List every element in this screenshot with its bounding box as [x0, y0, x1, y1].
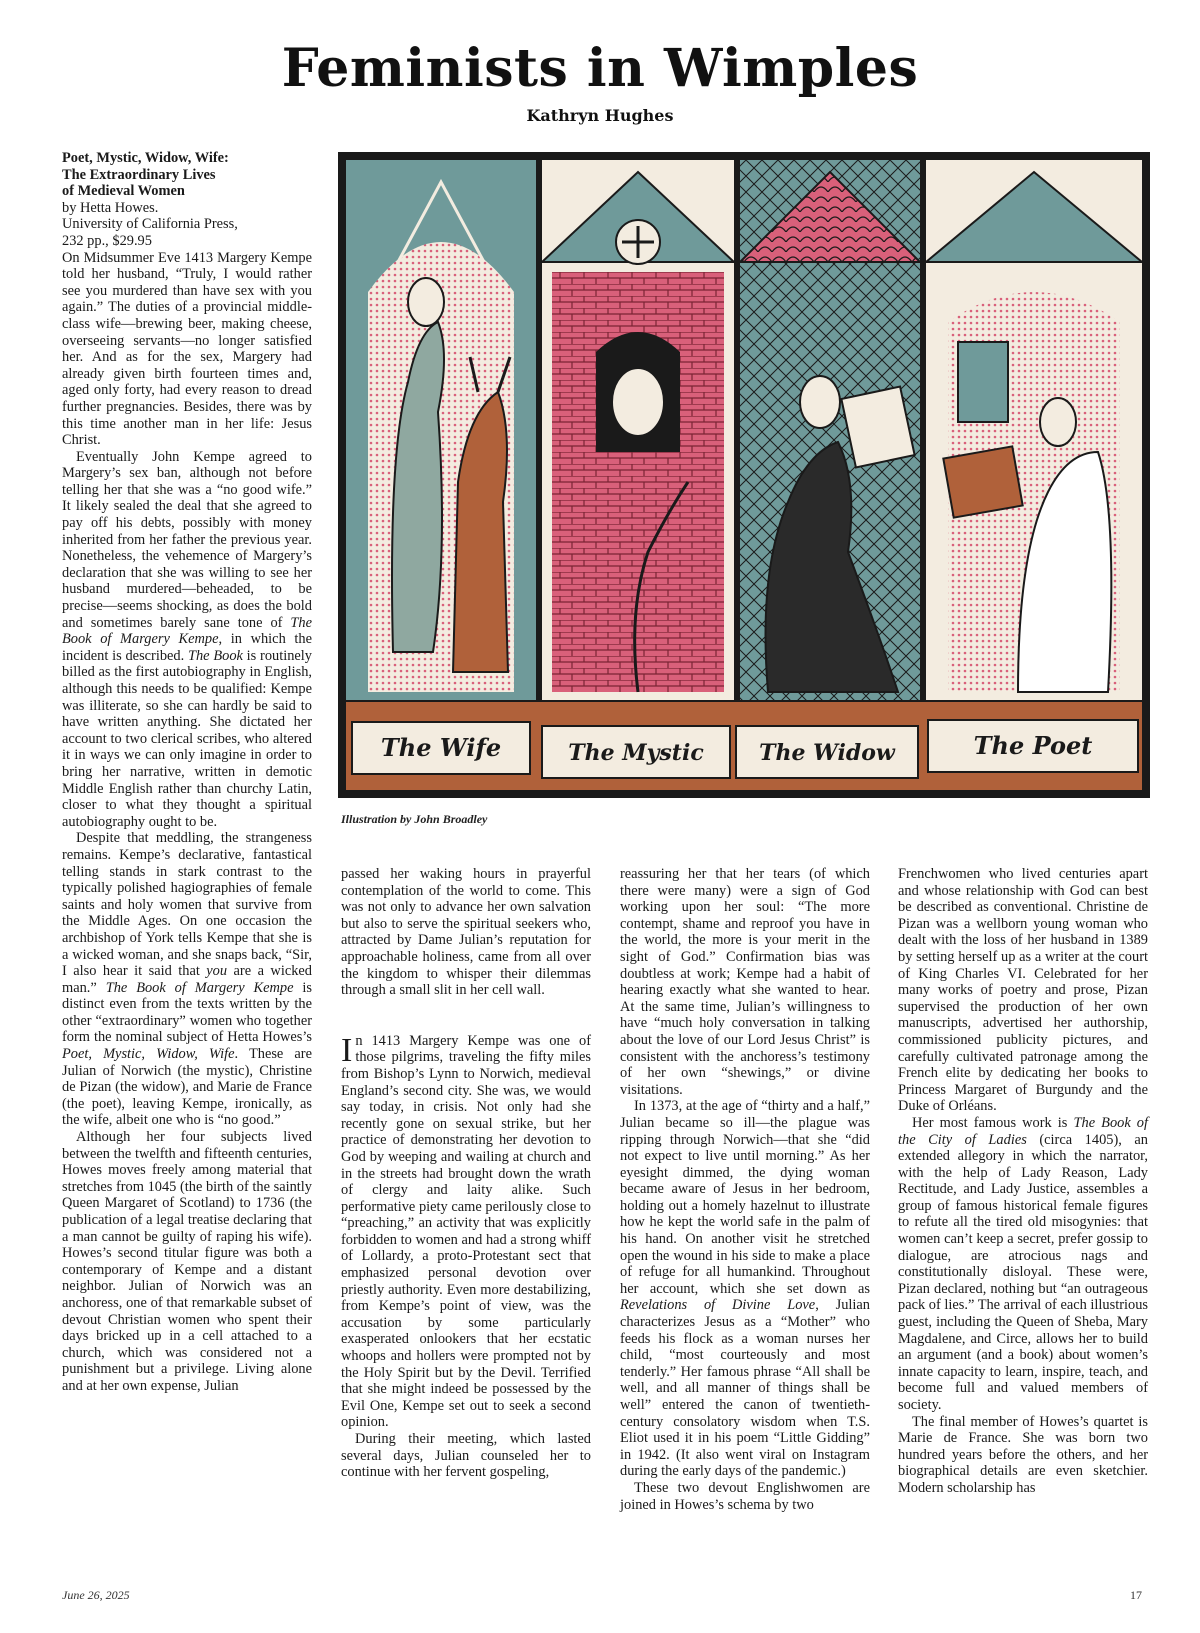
body-paragraph: passed her waking hours in prayerful contemplation of the world to come. This was not only to advance her own salvation but also to serve the spiritual seekers who, attracted by Dame Julian’s reputation for approachable holiness, came from all over the kingdom to whisper their dilemmas through a small slit in her cell wall.: [341, 866, 591, 999]
column-3: [620, 866, 870, 1513]
panel-mystic: [542, 160, 734, 700]
body-paragraph: Frenchwomen who lived centuries apart and whose relationship with God can best be described as conventional. Christine de Pizan was a wellborn young woman who dealt with the loss of her husband in 1389 by setting herself up as a writer at the court of King Charles VI. Celebrated for her many works of poetry and prose, Pizan supervised the production of her own manuscripts, advertised her authorship, commissioned publicity pictures, and carefully cultivated patronage among the French elite by dedicating her books to Princess Margaret of Burgundy and the Duke of Orléans.: [898, 866, 1148, 1115]
banner-label-widow: The Widow: [759, 740, 895, 766]
article-byline: Kathryn Hughes: [526, 106, 674, 125]
column-4: [898, 866, 1148, 1497]
article-headline: Feminists in Wimples: [281, 38, 919, 99]
book-publisher: University of California Press,: [62, 216, 238, 233]
footer-date: June 26, 2025: [62, 1588, 130, 1602]
illustration: [338, 152, 1150, 798]
banner-label-poet: The Poet: [973, 731, 1093, 760]
drop-cap: I: [341, 1031, 353, 1069]
book-details: 232 pp., $29.95: [62, 232, 152, 249]
banner-mystic: [542, 726, 730, 778]
book-title-line-3: of Medieval Women: [62, 183, 185, 200]
body-paragraph: Eventually John Kempe agreed to Margery’s sex ban, although not before telling her that she was a “no good wife.” It likely sealed the deal that she agreed to pay off his debts, possibly with money inherited from her father the previous year. Nonetheless, the vehemence of Margery’s declaration that she was willing to see her husband murdered—beheaded, to be precise—seems shocking, as does the bold and sometimes barely sane tone of The Book of Margery Kempe, in which the incident is described. The Book is routinely billed as the first autobiography in English, although this needs to be qualified: Kempe was illiterate, so she can hardly be said to have written anything. She dictated her account to two clerical scribes, who altered it in ways we can only imagine in order to bring her narrative, written in demotic Middle English rather than churchy Latin, closer to what they thought a spiritual autobiography ought to be.: [62, 448, 312, 830]
body-paragraph: Despite that meddling, the strangeness remains. Kempe’s declarative, fantastical telling stands in stark contrast to the typically polished hagiographies of female saints and holy women that survive from the Middle Ages. On one occasion the archbishop of York tells Kempe that she is a wicked woman, and she snaps back, “Sir, I also hear it said that you are a wicked man.” The Book of Margery Kempe is distinct even from the texts written by the other “extraordinary” women who together form the nominal subject of Hetta Howes’s Poet, Mystic, Widow, Wife. These are Julian of Norwich (the mystic), Christine de Pizan (the widow), and Marie de France (the poet), leaving Kempe, ironically, as the wife, albeit one who is “no good.”: [62, 830, 312, 1129]
book-info: [62, 150, 312, 250]
body-paragraph: The final member of Howes’s quartet is Marie de France. She was born two hundred years before the others, and her biographical details are even sketchier. Modern scholarship has: [898, 1413, 1148, 1496]
body-paragraph: reassuring her that her tears (of which there were many) were a sign of God working upon her soul: “The more contempt, shame and reproof you have in the world, the more is your merit in the sight of God.” Confirmation bias was doubtless at work; Kempe had a habit of hearing exactly what she wanted to hear. At the same time, Julian’s willingness to have “much holy conversation in talking about the love of our Lord Jesus Christ” is consistent with the anchoress’s testimony of her own “shewings,” or divine visitations.: [620, 866, 870, 1098]
panel-widow: [740, 160, 920, 700]
column-1: [62, 150, 312, 1395]
book-title-line-2: The Extraordinary Lives: [62, 166, 216, 183]
column-2: [341, 866, 591, 1481]
body-paragraph: Her most famous work is The Book of the City of Ladies (circa 1405), an extended allegory in which the narrator, with the help of Lady Reason, Lady Rectitude, and Lady Justice, assembles a group of famous historical female figures to refute all the tired old misogynies: that women can’t keep a secret, prefer gossip to dialogue, are atrocious nags and constitutionally disloyal. These were, Pizan declared, nothing but “an outrageous pack of lies.” The arrival of each illustrious guest, including the Queen of Sheba, Mary Magdalene, and Circe, allows her to build an argument (and a book) about women’s innate capacity to learn, inspire, teach, and become full and valued members of society.: [898, 1114, 1149, 1413]
illustration-caption: Illustration by John Broadley: [341, 812, 488, 826]
banner-label-wife: The Wife: [380, 733, 502, 762]
panel-poet: [926, 160, 1142, 700]
body-paragraph: In 1413 Margery Kempe was one of those pilgrims, traveling the fifty miles from Bishop’s Lynn to Norwich, medieval England’s second city. She was, we would say today, in crisis. Not only had she recently gone on sexual strike, but her practice of demonstrating her devotion to God by weeping and wailing at church and in the streets had brought down the wrath of clergy and laity alike. Such performative piety came perilously close to “preaching,” an activity that was explicitly forbidden to women and had a strong whiff of Lollardy, a proto-Protestant sect that emphasized personal devotion over priestly authority. Even more destabilizing, from Kempe’s point of view, was the accusation by some particularly exasperated onlookers that her ecstatic whoops and hollers were prompted not by the Holy Spirit but by the Devil. Terrified that she might indeed be possessed by the Evil One, Kempe set out to seek a second opinion.: [341, 1031, 591, 1431]
book-title-line-1: Poet, Mystic, Widow, Wife:: [62, 150, 229, 166]
illustration-artwork: [338, 152, 1150, 798]
banner-widow: [736, 726, 918, 778]
banner-wife: [352, 722, 530, 774]
banner-label-mystic: The Mystic: [568, 740, 704, 766]
body-paragraph: These two devout Englishwomen are joined in Howes’s schema by two: [620, 1479, 870, 1513]
section-break: [341, 999, 591, 1033]
body-paragraph: During their meeting, which lasted several days, Julian counseled her to continue with her fervent gospeling,: [341, 1431, 591, 1481]
body-paragraph: Although her four subjects lived between the twelfth and fifteenth centuries, Howes moves freely among material that stretches from 1045 (the birth of the saintly Queen Margaret of Scotland) to 1736 (the publication of a legal treatise declaring that a man cannot be guilty of raping his wife). Howes’s second titular figure was both a contemporary of Kempe and a distant neighbor. Julian of Norwich was an anchoress, one of that remarkable subset of devout Christian women who spent their days bricked up in a cell attached to a church, which was considered not a punishment but a privilege. Living alone and at her own expense, Julian: [62, 1129, 312, 1394]
panel-wife: [346, 160, 536, 700]
banner-poet: [928, 720, 1138, 772]
book-author: by Hetta Howes.: [62, 199, 159, 216]
body-paragraph: On Midsummer Eve 1413 Margery Kempe told her husband, “Truly, I would rather see you murdered than have sex with you again.” The duties of a provincial middle-class wife—brewing beer, making cheese, overseeing servants—no longer satisfied her. And as for the sex, Margery had already given birth fourteen times and, aged only forty, had every reason to dread further pregnancies. Besides, there was by this time another man in her life: Jesus Christ.: [62, 249, 312, 449]
body-paragraph: In 1373, at the age of “thirty and a half,” Julian became so ill—the plague was ripping through Norwich—that she “did not expect to live until morning.” As her eyesight dimmed, the dying woman became aware of Jesus in her bedroom, holding out a homely hazelnut to illustrate how he kept the world safe in the palm of his hand. On another visit he stretched open the wound in his side to make a place of refuge for all humankind. Throughout her account, which she set down as Revelations of Divine Love, Julian characterizes Jesus as a “Mother” who feeds his flock as a woman nurses her child, “most courteously and most tenderly.” Her famous phrase “All shall be well, and all manner of things shall be well” entered the canon of twentieth-century consolatory wisdom when T.S. Eliot used it in his poem “Little Gidding” in 1942. (It also went viral on Instagram during the early days of the pandemic.): [620, 1098, 870, 1480]
page-number: 17: [1130, 1588, 1142, 1602]
